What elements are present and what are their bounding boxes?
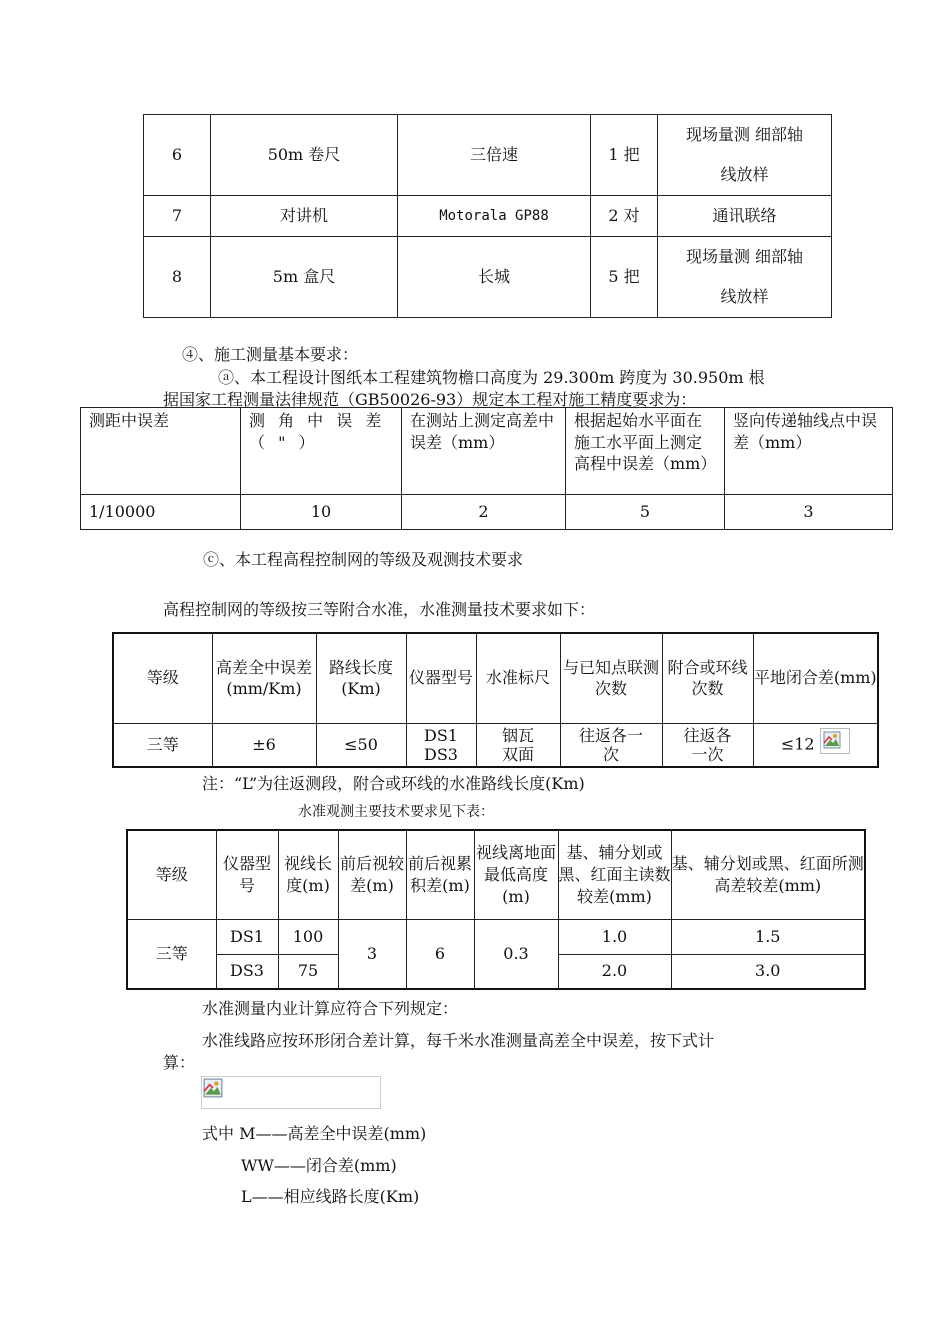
table-row [113, 723, 878, 767]
grade-cell: 三等 [113, 723, 212, 767]
front-back-diff-cell: 3 [338, 919, 406, 989]
instrument-line-1: DS1 [424, 725, 458, 745]
header-cell: 水准标尺 [476, 633, 560, 723]
definition-l: L——相应线路长度(Km) [241, 1187, 420, 1206]
observation-table [126, 829, 866, 990]
known-line-2: 次 [602, 744, 619, 764]
header-cell: 测距中误差 [81, 408, 241, 495]
equipment-qty: 5 把 [591, 237, 658, 318]
row-number: 8 [144, 237, 211, 318]
section-c-heading: ⓒ、本工程高程控制网的等级及观测技术要求 [203, 550, 524, 569]
level-table [112, 632, 879, 768]
header-cell: 高差全中误差(mm/Km) [212, 633, 316, 723]
known-point-cell [560, 723, 662, 767]
header-cell: 基、辅分划或黑、红面主读数较差(mm) [558, 830, 671, 919]
staff-line-1: 铟瓦 [501, 725, 534, 745]
header-cell: 视线离地面最低高度(m) [474, 830, 558, 919]
reading-diff-cell: 2.0 [558, 954, 671, 989]
header-cell: 视线长度(m) [278, 830, 338, 919]
value-cell: 3 [725, 495, 893, 530]
header-cell: 根据起始水平面在施工水平面上测定高程中误差（mm） [566, 408, 725, 495]
value-cell: 1/10000 [81, 495, 241, 530]
sight-length-cell: 75 [278, 954, 338, 989]
equipment-use [658, 237, 832, 318]
header-cell: 与已知点联测次数 [560, 633, 662, 723]
height-diff-cell: 3.0 [671, 954, 865, 989]
instrument-cell: DS1 [216, 919, 278, 954]
row-number: 6 [144, 115, 211, 196]
min-height-cell: 0.3 [474, 919, 558, 989]
definition-m: 式中 M——高差全中误差(mm) [202, 1124, 427, 1143]
closure-cell [753, 723, 878, 767]
use-line-2: 线放样 [720, 287, 769, 306]
section-4-heading: ④、施工测量基本要求： [182, 345, 359, 364]
sight-length-cell: 100 [278, 919, 338, 954]
table-row [144, 115, 832, 196]
table-row [144, 237, 832, 318]
calc-line-2: 水准线路应按环形闭合差计算，每千米水准测量高差全中误差，按下式计 [202, 1031, 715, 1050]
staff-line-2: 双面 [501, 744, 534, 764]
header-cell: 平地闭合差(mm) [753, 633, 878, 723]
error-cell: ±6 [212, 723, 316, 767]
header-cell: 在测站上测定高差中误差（mm） [402, 408, 566, 495]
table-header-row [81, 408, 893, 495]
equipment-use [658, 115, 832, 196]
known-line-1: 往返各一 [578, 725, 643, 745]
equipment-name: 对讲机 [211, 196, 398, 237]
equipment-table [143, 114, 832, 318]
closure-value: ≤12 [780, 734, 815, 754]
loop-line-2: 一次 [691, 744, 724, 764]
equipment-name: 5m 盒尺 [211, 237, 398, 318]
header-cell: 仪器型号 [216, 830, 278, 919]
precision-table [80, 407, 893, 530]
use-line-2: 线放样 [720, 165, 769, 184]
equipment-name: 50m 卷尺 [211, 115, 398, 196]
loop-cell [662, 723, 753, 767]
section-c-intro: 高程控制网的等级按三等附合水准，水准测量技术要求如下： [163, 600, 596, 619]
accumulated-diff-cell: 6 [406, 919, 474, 989]
header-cell: 前后视累积差(m) [406, 830, 474, 919]
reading-diff-cell: 1.0 [558, 919, 671, 954]
header-cell: 等级 [127, 830, 216, 919]
equipment-qty: 1 把 [591, 115, 658, 196]
equipment-model: Motorala GP88 [398, 196, 591, 237]
equipment-model: 长城 [398, 237, 591, 318]
equipment-qty: 2 对 [591, 196, 658, 237]
value-cell: 2 [402, 495, 566, 530]
formula-image [201, 1076, 381, 1109]
note-text: 注：“L”为往返测段，附合或环线的水准路线长度(Km) [202, 774, 585, 793]
header-cell: 路线长度(Km) [316, 633, 406, 723]
row-number: 7 [144, 196, 211, 237]
instrument-line-2: DS3 [424, 744, 458, 764]
broken-image-icon [203, 1078, 223, 1098]
obs-caption: 水准观测主要技术要求见下表： [298, 804, 494, 820]
header-cell: 测 角 中 误 差（ " ） [241, 408, 402, 495]
header-cell: 前后视较差(m) [338, 830, 406, 919]
header-cell: 等级 [113, 633, 212, 723]
calc-line-1: 水准测量内业计算应符合下列规定： [202, 999, 459, 1018]
broken-image-icon [820, 728, 850, 754]
header-cell: 附合或环线次数 [662, 633, 753, 723]
table-row [127, 919, 865, 954]
length-cell: ≤50 [316, 723, 406, 767]
use-line-1: 现场量测 细部轴 [685, 247, 804, 266]
grade-cell: 三等 [127, 919, 216, 989]
table-header-row [113, 633, 878, 723]
use-line-1: 现场量测 细部轴 [685, 125, 804, 144]
table-row [81, 495, 893, 530]
instrument-cell [406, 723, 476, 767]
staff-cell [476, 723, 560, 767]
calc-line-3: 算： [163, 1053, 196, 1072]
instrument-cell: DS3 [216, 954, 278, 989]
section-4-para-line-1: ⓐ、本工程设计图纸本工程建筑物檐口高度为 29.300m 跨度为 30.950m 根 [218, 368, 765, 387]
equipment-model: 三倍速 [398, 115, 591, 196]
section-4-para-line-2: 据国家工程测量法律规范（GB50026-93）规定本工程对施工精度要求为： [163, 390, 697, 409]
value-cell: 5 [566, 495, 725, 530]
table-header-row [127, 830, 865, 919]
header-cell: 竖向传递轴线点中误差（mm） [725, 408, 893, 495]
height-diff-cell: 1.5 [671, 919, 865, 954]
loop-line-1: 往返各 [683, 725, 732, 745]
value-cell: 10 [241, 495, 402, 530]
definition-w: WW——闭合差(mm) [241, 1156, 397, 1175]
table-row [144, 196, 832, 237]
header-cell: 基、辅分划或黑、红面所测高差较差(mm) [671, 830, 865, 919]
equipment-use: 通讯联络 [658, 196, 832, 237]
header-cell: 仪器型号 [406, 633, 476, 723]
